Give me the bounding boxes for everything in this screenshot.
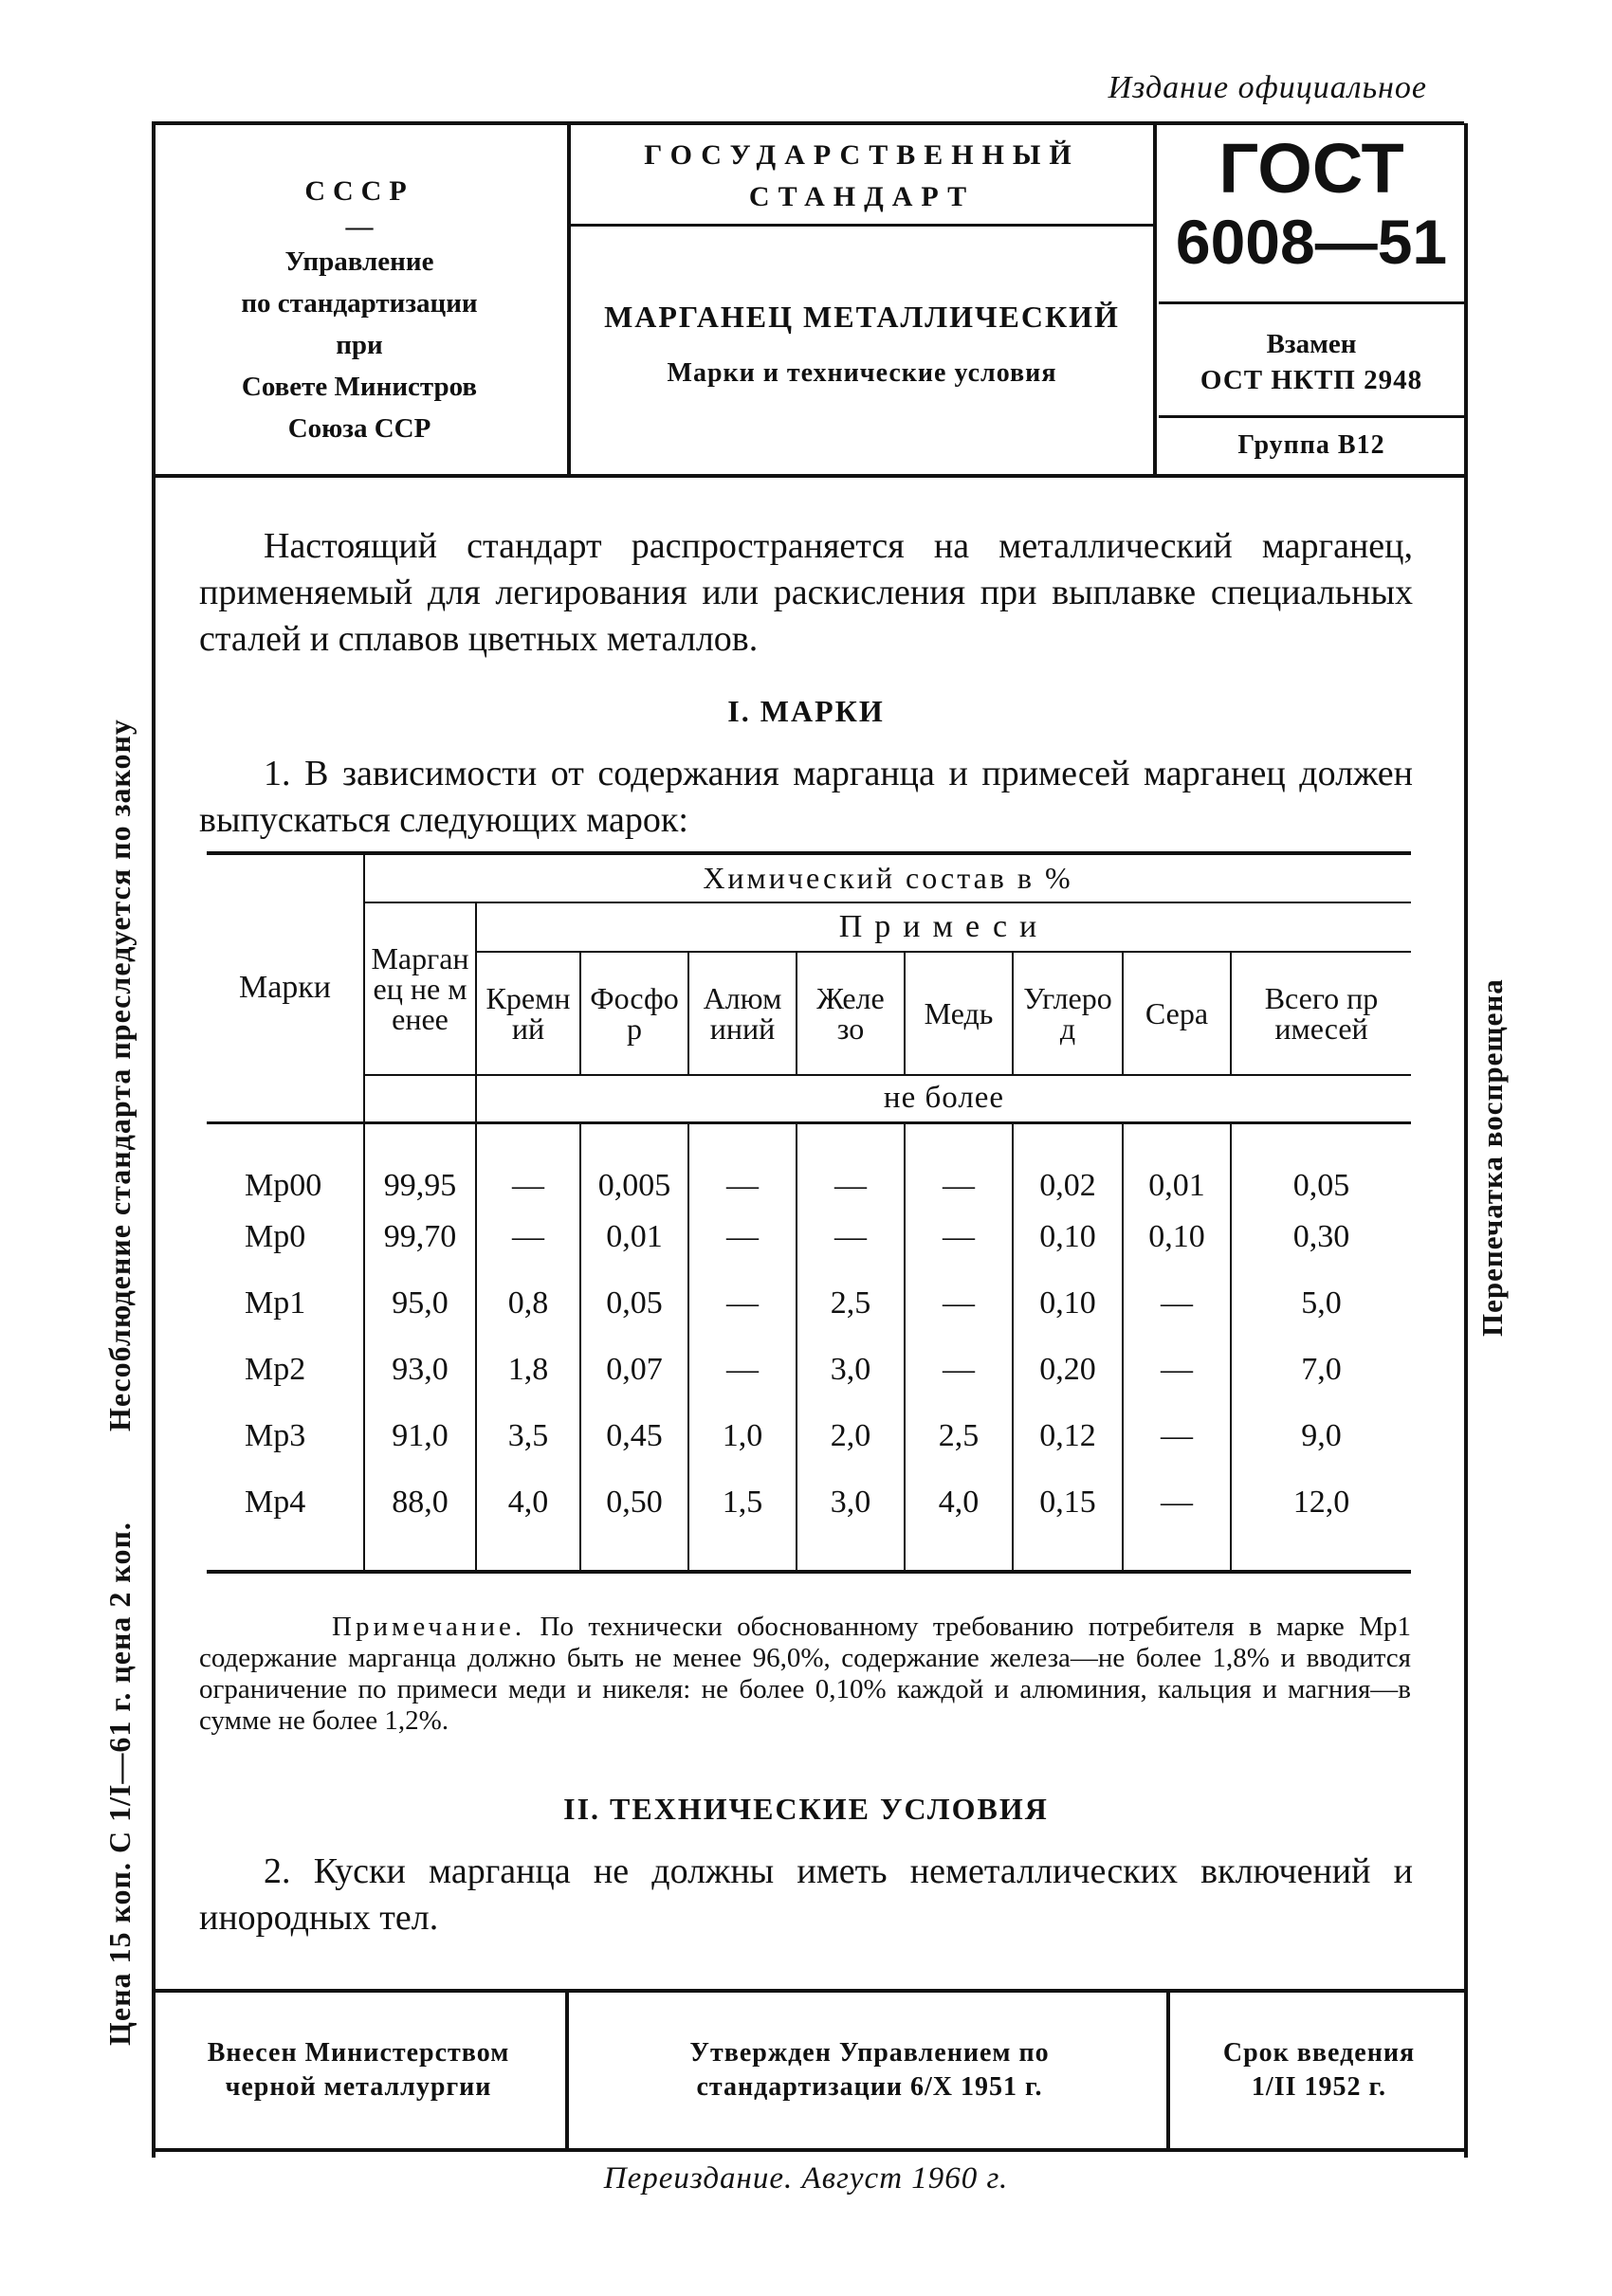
cell-carbon: 0,02 (1013, 1122, 1123, 1204)
cell-copper: — (905, 1204, 1013, 1270)
chem-composition-header: Химический состав в % (364, 853, 1411, 902)
intro-paragraph: Настоящий стандарт распространяется на металлический марганец, применяемый для легирования или раскисления при выплавке специальных сталей и сплавов цветных металлов. (199, 526, 1413, 659)
note-label: Примечание. (332, 1612, 526, 1642)
cell-phosphorus: 0,05 (580, 1270, 688, 1337)
cell-manganese: 88,0 (364, 1469, 476, 1572)
issuing-agency (152, 125, 571, 474)
cell-sulfur: — (1123, 1337, 1231, 1403)
cell-silicon: 1,8 (476, 1337, 580, 1403)
col-header-manganese: Марганец не менее (364, 902, 476, 1075)
gost-divider (1159, 301, 1464, 304)
cell-manganese: 93,0 (364, 1337, 476, 1403)
table-row (207, 1469, 1411, 1572)
cell-manganese: 99,95 (364, 1122, 476, 1204)
cell-aluminium: — (688, 1337, 797, 1403)
section-1-title: I. МАРКИ (727, 694, 885, 728)
col-header-copper: Медь (905, 952, 1013, 1075)
cell-carbon: 0,15 (1013, 1469, 1123, 1572)
approved-by: Утвержден Управлением по стандартизации 6/X 1951 г. (573, 1993, 1170, 2148)
table-row (207, 1403, 1411, 1469)
cell-sulfur: — (1123, 1403, 1231, 1469)
cell-copper: — (905, 1337, 1013, 1403)
cell-iron: — (797, 1122, 905, 1204)
replaces-value: ОСТ НКТП 2948 (1200, 365, 1423, 395)
chemical-composition-table (207, 851, 1411, 1574)
title-divider (571, 224, 1153, 227)
introduced-by: Внесен Министерством черной металлургии (152, 1993, 569, 2148)
replaces-label: Взамен (1266, 329, 1357, 359)
cell-carbon: 0,12 (1013, 1403, 1123, 1469)
cell-total: 0,30 (1292, 1219, 1350, 1254)
table-row (207, 1337, 1411, 1403)
agency-line-3: при (336, 330, 383, 360)
clause-1: 1. В зависимости от содержания марганца и примесей марганец должен выпускаться следующих марок: (199, 754, 1413, 840)
cell-aluminium: — (688, 1270, 797, 1337)
cell-sulfur: 0,10 (1123, 1204, 1231, 1270)
cell-total: 0,05 (1292, 1168, 1350, 1203)
agency-line-2: по стандартизации (241, 288, 478, 319)
cell-total: 12,0 (1231, 1469, 1411, 1572)
cell-phosphorus: 0,50 (580, 1469, 688, 1572)
col-header-iron: Железо (797, 952, 905, 1075)
cell-mark: Мр00 (207, 1122, 364, 1204)
cell-iron: 3,0 (797, 1469, 905, 1572)
cell-manganese: 95,0 (364, 1270, 476, 1337)
cell-silicon: 3,5 (476, 1403, 580, 1469)
cell-phosphorus: 0,005 (580, 1122, 688, 1204)
agency-dash: — (345, 211, 374, 242)
cell-carbon: 0,10 (1013, 1270, 1123, 1337)
table-body (207, 1122, 1411, 1572)
gost-label: ГОСТ (1218, 129, 1404, 208)
note-text: По технически обоснованному требованию потребителя в марке Мр1 содержание марганца должно быть не менее 96,0%, содержание железа—не более 1,8% и вводится ограничение по примеси меди и никеля: не более 0,10% каждой и алюминия, кальция и магния—в сумме не более 1,2%. (199, 1612, 1411, 1736)
cell-aluminium: — (688, 1204, 797, 1270)
clause-2: 2. Куски марганца не должны иметь неметаллических включений и инородных тел. (199, 1851, 1413, 1938)
cell-copper: 4,0 (905, 1469, 1013, 1572)
gost-number-block (1159, 125, 1464, 474)
col-header-carbon: Углерод (1013, 952, 1123, 1075)
cell-silicon: 4,0 (476, 1469, 580, 1572)
cell-total: 7,0 (1301, 1352, 1342, 1387)
cell-phosphorus: 0,07 (580, 1337, 688, 1403)
standard-title-block (571, 125, 1157, 474)
standard-footer (152, 1989, 1464, 2152)
cell-aluminium: — (688, 1122, 797, 1204)
cell-iron: 3,0 (797, 1337, 905, 1403)
legal-warning: Несоблюдение стандарта преследуется по закону (102, 719, 137, 1431)
not-more-than-label: не более (476, 1075, 1411, 1122)
cell-iron: 2,0 (797, 1403, 905, 1469)
cell-total: 5,0 (1301, 1285, 1342, 1321)
cell-mark: Мр1 (207, 1270, 364, 1337)
group-divider (1159, 415, 1464, 418)
cell-total: 9,0 (1301, 1418, 1342, 1453)
table-row (207, 1270, 1411, 1337)
price-note: Цена 15 коп. С 1/I—61 г. цена 2 коп. (102, 1522, 137, 2046)
group-label: Группа В12 (1237, 430, 1385, 460)
col-header-total: Всего примесей (1231, 952, 1411, 1075)
cell-iron: — (797, 1204, 905, 1270)
reprint-forbidden: Перепечатка воспрещена (1475, 978, 1509, 1337)
cell-sulfur: — (1123, 1270, 1231, 1337)
cell-aluminium: 1,5 (688, 1469, 797, 1572)
country-label: СССР (304, 175, 414, 207)
cell-mark: Мр3 (207, 1403, 364, 1469)
impurities-header: Примеси (476, 902, 1411, 952)
official-edition-note: Издание официальное (1108, 70, 1427, 105)
standard-type-line-1: ГОСУДАРСТВЕННЫЙ (644, 139, 1080, 171)
cell-mark: Мр0 (207, 1204, 364, 1270)
cell-carbon: 0,10 (1013, 1204, 1123, 1270)
cell-silicon: — (476, 1122, 580, 1204)
standard-header (152, 121, 1464, 478)
cell-mark: Мр4 (207, 1469, 364, 1572)
cell-carbon: 0,20 (1013, 1337, 1123, 1403)
col-header-aluminium: Алюминий (688, 952, 797, 1075)
cell-manganese: 99,70 (364, 1204, 476, 1270)
cell-silicon: 0,8 (476, 1270, 580, 1337)
table-row (207, 1122, 1411, 1204)
agency-line-4: Совете Министров (241, 372, 478, 402)
table-note (199, 1612, 1411, 1737)
effective-date: Срок введения 1/II 1952 г. (1222, 2038, 1416, 2102)
col-header-marks: Марки (207, 853, 364, 1122)
cell-copper: — (905, 1122, 1013, 1204)
col-header-phosphorus: Фосфор (580, 952, 688, 1075)
col-header-sulfur: Сера (1123, 952, 1231, 1075)
table-row (207, 1204, 1411, 1270)
col-header-silicon: Кремний (476, 952, 580, 1075)
agency-line-5: Союза ССР (287, 413, 431, 444)
cell-sulfur: 0,01 (1123, 1122, 1231, 1204)
cell-silicon: — (476, 1204, 580, 1270)
agency-line-1: Управление (284, 246, 434, 277)
standard-type (571, 135, 1153, 218)
standard-subtitle: Марки и технические условия (667, 358, 1057, 388)
gost-number: 6008—51 (1175, 207, 1448, 277)
cell-mark: Мр2 (207, 1337, 364, 1403)
standard-type-line-2: СТАНДАРТ (748, 181, 976, 212)
cell-sulfur: — (1123, 1469, 1231, 1572)
cell-manganese: 91,0 (364, 1403, 476, 1469)
reprint-note: Переиздание. Август 1960 г. (603, 2161, 1009, 2196)
replaces-block (1159, 326, 1464, 398)
cell-aluminium: 1,0 (688, 1403, 797, 1469)
standard-title: МАРГАНЕЦ МЕТАЛЛИЧЕСКИЙ (604, 300, 1120, 334)
section-2-title: II. ТЕХНИЧЕСКИЕ УСЛОВИЯ (563, 1792, 1049, 1826)
cell-copper: — (905, 1270, 1013, 1337)
cell-copper: 2,5 (905, 1403, 1013, 1469)
cell-iron: 2,5 (797, 1270, 905, 1337)
cell-phosphorus: 0,01 (580, 1204, 688, 1270)
cell-phosphorus: 0,45 (580, 1403, 688, 1469)
